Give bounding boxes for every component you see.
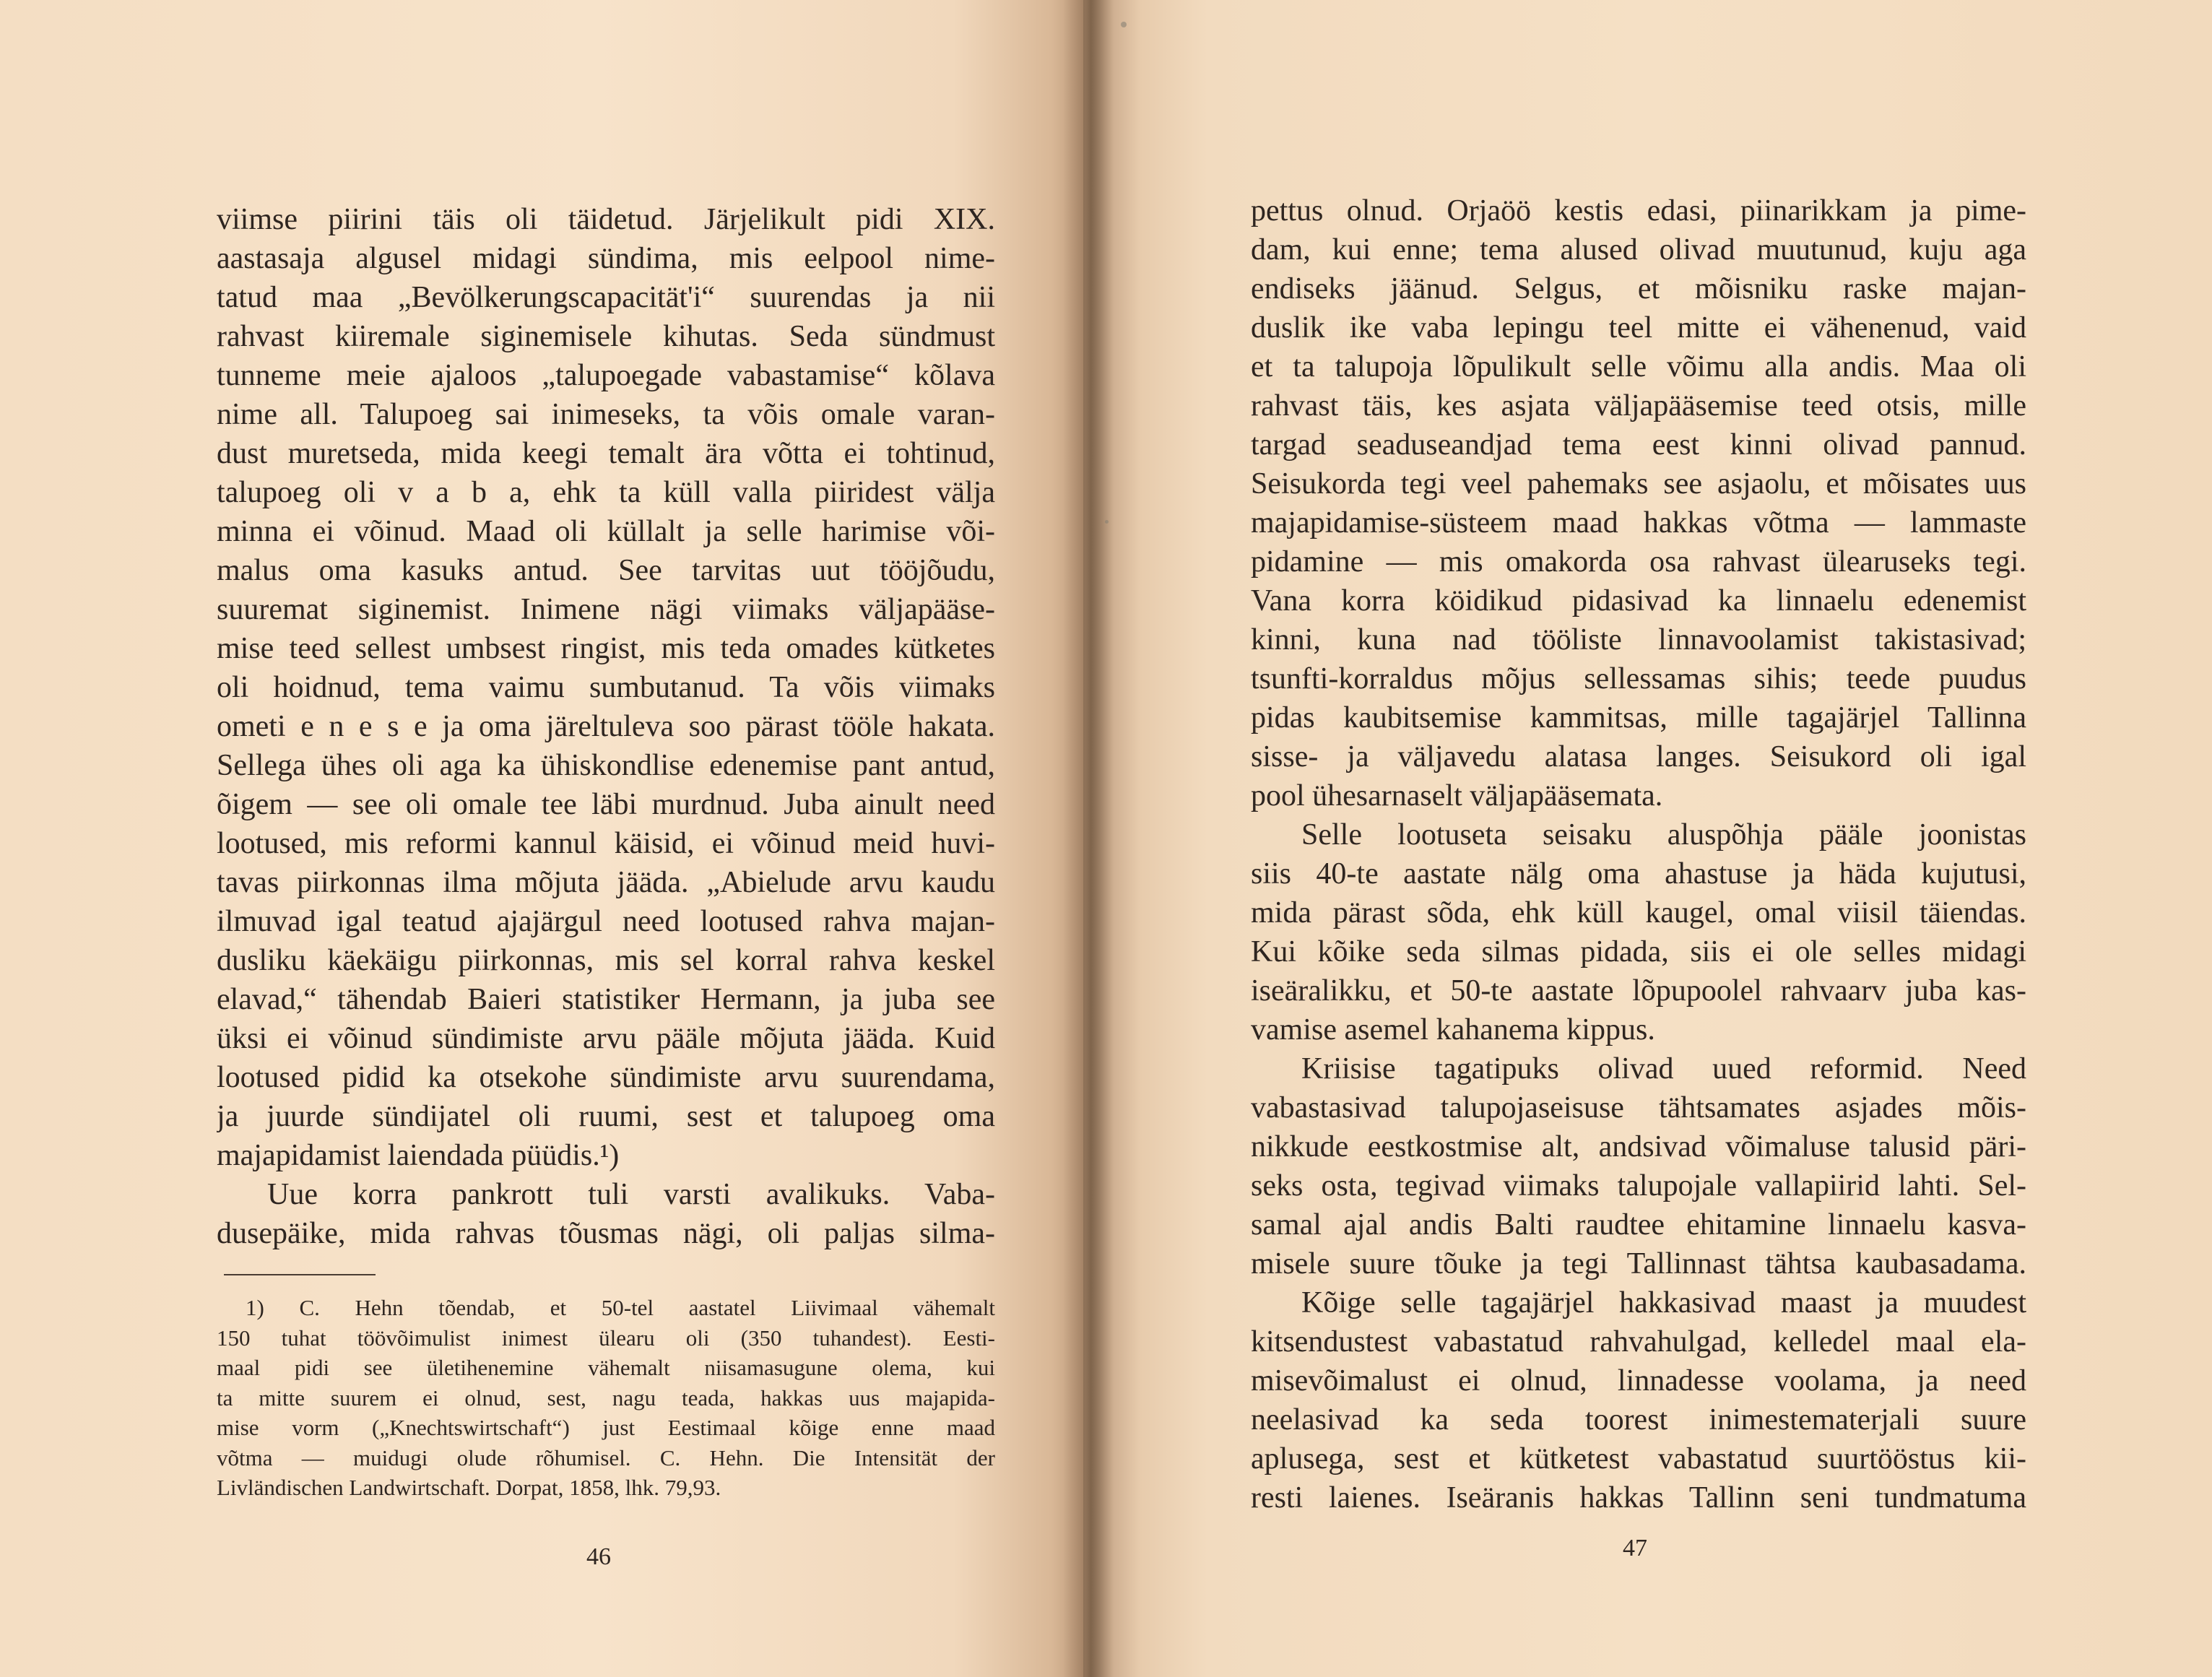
right-page-body (1251, 191, 2026, 1517)
body-line: oli hoidnud, tema vaimu sumbutanud. Ta võis viimaks (217, 671, 995, 704)
body-line: tunneme meie ajaloos „talupoegade vabastamise“ kõlava (217, 359, 995, 392)
paper-speck (1121, 22, 1127, 27)
body-line: Sellega ühes oli aga ka ühiskondlise edenemise pant antud, (217, 749, 995, 782)
body-line: dusepäike, mida rahvas tõusmas nägi, oli paljas silma- (217, 1217, 995, 1250)
body-line: üksi ei võinud sündimiste arvu pääle mõjuta jääda. Kuid (217, 1022, 995, 1055)
paragraph-start-line: Kriisise tagatipuks olivad uued reformid. Need (1301, 1052, 2026, 1086)
body-line: et ta talupoja lõpulikult selle võimu alla andis. Maa oli (1251, 350, 2026, 384)
body-line: dusliku käekäigu piirkonnas, mis sel korral rahva keskel (217, 944, 995, 977)
body-line: misele suure tõuke ja tegi Tallinnast tähtsa kaubasadama. (1251, 1247, 2026, 1280)
body-line: rahvast kiiremale siginemisele kihutas. Seda sündmust (217, 320, 995, 353)
footnote-line: 1) C. Hehn tõendab, et 50-tel aastatel Liivimaal vähemalt (246, 1295, 995, 1320)
left-page (0, 0, 1083, 1677)
body-line: malus oma kasuks antud. See tarvitas uut tööjõudu, (217, 554, 995, 587)
body-line: elavad,“ tähendab Baieri statistiker Hermann, ja juba see (217, 983, 995, 1016)
body-line: duslik ike vaba lepingu teel mitte ei vähenenud, vaid (1251, 311, 2026, 344)
body-line: tsunfti-korraldus mõjus sellessamas sihis; teede puudus (1251, 662, 2026, 696)
paragraph-start-line: Kõige selle tagajärjel hakkasivad maast ja muudest (1301, 1286, 2026, 1320)
body-line: viimse piirini täis oli täidetud. Järjelikult pidi XIX. (217, 203, 995, 236)
body-line: Kui kõike seda silmas pidada, siis ei ole selles midagi (1251, 935, 2026, 968)
body-line: seks osta, tegivad viimaks talupojale vallapiirid lahti. Sel- (1251, 1169, 2026, 1202)
body-line: pool ühesarnaselt väljapääsemata. (1251, 779, 1663, 812)
paragraph-start-line: Selle lootuseta seisaku aluspõhja pääle joonistas (1301, 818, 2026, 852)
body-line: pettus olnud. Orjaöö kestis edasi, piinarikkam ja pime- (1251, 194, 2026, 228)
body-line: Seisukorda tegi veel pahemaks see asjaolu, et mõisates uus (1251, 467, 2026, 500)
body-line: kinni, kuna nad tööliste linnavoolamist takistasivad; (1251, 623, 2026, 656)
body-line: mise teed sellest umbsest ringist, mis teda omades kütketes (217, 632, 995, 665)
body-line: lootused pidid ka otsekohe sündimiste arvu suurendama, (217, 1061, 995, 1094)
page-number-left: 46 (586, 1543, 611, 1570)
footnote-line: 150 tuhat töövõimulist inimest ülearu oli (350 tuhandest). Eesti- (217, 1325, 995, 1351)
right-page (1083, 0, 2212, 1677)
body-line: pidas kaubitsemise kammitsas, mille tagajärjel Tallinna (1251, 701, 2026, 734)
page-number-right: 47 (1623, 1535, 1647, 1561)
footnote-line: Livländischen Landwirtschaft. Dorpat, 1858, lhk. 79,93. (217, 1475, 721, 1500)
body-line: sisse- ja väljavedu alatasa langes. Seisukord oli igal (1251, 740, 2026, 774)
footnote-line: ta mitte suurem ei olnud, sest, nagu teada, hakkas uus majapida- (217, 1384, 995, 1410)
body-line: ja juurde sündijatel oli ruumi, sest et talupoeg oma (217, 1100, 995, 1133)
body-line: dust muretseda, mida keegi temalt ära võtta ei tohtinud, (217, 437, 995, 470)
body-line: õigem — see oli omale tee läbi murdnud. Juba ainult need (217, 788, 995, 821)
body-line: rahvast täis, kes asjata väljapääsemise teed otsis, mille (1251, 389, 2026, 422)
body-line: lootused, mis reformi kannul käisid, ei võinud meid huvi- (217, 827, 995, 860)
body-line: suuremat siginemist. Inimene nägi viimaks väljapääse- (217, 593, 995, 626)
body-line: mida pärast sõda, ehk küll kaugel, omal viisil täiendas. (1251, 896, 2026, 930)
body-line: minna ei võinud. Maad oli küllalt ja selle harimise või- (217, 515, 995, 548)
body-line: pidamine — mis omakorda osa rahvast ülearuseks tegi. (1251, 545, 2026, 578)
footnote-line: maal pidi see ületihenemine vähemalt niisamasugune olema, kui (217, 1355, 995, 1380)
body-line: ometi e n e s e ja oma järeltuleva soo pärast tööle hakata. (217, 710, 995, 743)
body-line: iseäralikku, et 50-te aastate lõpupoolel rahvaarv juba kas- (1251, 974, 2026, 1008)
body-line: nime all. Talupoeg sai inimeseks, ta võis omale varan- (217, 398, 995, 431)
body-line: samal ajal andis Balti raudtee ehitamine linnaelu kasva- (1251, 1208, 2026, 1242)
body-line: endiseks jäänud. Selgus, et mõisniku raske majan- (1251, 272, 2026, 306)
body-line: majapidamist laiendada püüdis.¹) (217, 1139, 620, 1172)
body-line: nikkude eestkostmise alt, andsivad võimaluse talusid päri- (1251, 1130, 2026, 1164)
body-line: Vana korra köidikud pidasivad ka linnaelu edenemist (1251, 584, 2026, 618)
body-line: vabastasivad talupojaseisuse tähtsamates asjades mõis- (1251, 1091, 2026, 1124)
body-line: neelasivad ka seda toorest inimestematerjali suure (1251, 1403, 2026, 1436)
body-line: ilmuvad igal teatud ajajärgul need lootused rahva majan- (217, 905, 995, 938)
body-line: resti laienes. Iseäranis hakkas Tallinn seni tundmatuma (1251, 1481, 2026, 1514)
body-line: vamise asemel kahanema kippus. (1251, 1013, 1655, 1046)
body-line: talupoeg oli v a b a, ehk ta küll valla piiridest välja (217, 476, 995, 509)
body-line: majapidamise-süsteem maad hakkas võtma — lammaste (1251, 506, 2026, 540)
body-line: targad seaduseandjad tema eest kinni olivad pannud. (1251, 428, 2026, 462)
body-line: tatud maa „Bevölkerungscapacität'i“ suurendas ja nii (217, 281, 995, 314)
body-line: tavas piirkonnas ilma mõjuta jääda. „Abielude arvu kaudu (217, 866, 995, 899)
body-line: aastasaja algusel midagi sündima, mis eelpool nime- (217, 242, 995, 275)
body-line: aplusega, sest et kütketest vabastatud suurtööstus kii- (1251, 1442, 2026, 1476)
body-line: kitsendustest vabastatud rahvahulgad, kelledel maal ela- (1251, 1325, 2026, 1358)
body-line: siis 40-te aastate nälg oma ahastuse ja häda kujutusi, (1251, 857, 2026, 890)
footnote-rule (224, 1274, 376, 1275)
book-gutter (1063, 0, 1114, 1677)
footnote-line: võtma — muidugi olude rõhumisel. C. Hehn. Die Intensität der (217, 1444, 995, 1470)
paragraph-start-line: Uue korra pankrott tuli varsti avalikuks. Vaba- (267, 1178, 995, 1211)
body-line: dam, kui enne; tema alused olivad muutunud, kuju aga (1251, 233, 2026, 266)
footnote-line: mise vorm („Knechtswirtschaft“) just Eestimaal kõige enne maad (217, 1415, 995, 1440)
body-line: misevõimalust ei olnud, linnadesse voolama, ja need (1251, 1364, 2026, 1398)
left-page-body (217, 200, 995, 1253)
footnote (217, 1293, 995, 1503)
